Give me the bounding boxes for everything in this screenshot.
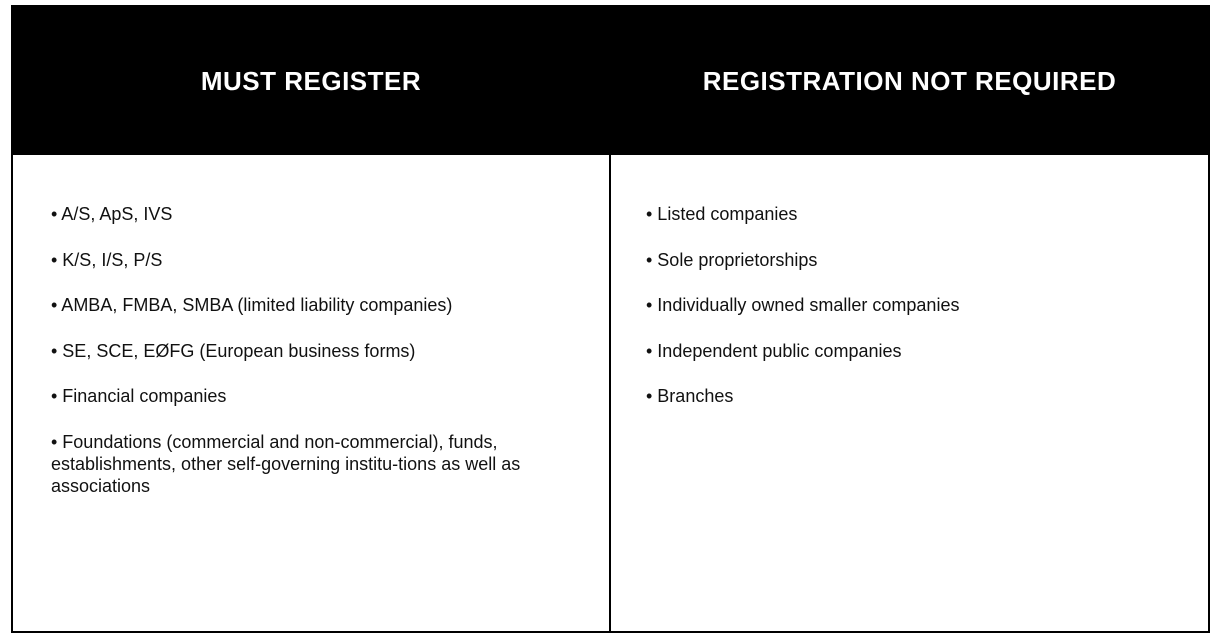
list-item: • AMBA, FMBA, SMBA (limited liability companies) <box>51 295 453 316</box>
list-item: • SE, SCE, EØFG (European business forms) <box>51 340 416 361</box>
registration-not-required-column <box>611 7 1208 631</box>
list-item: • K/S, I/S, P/S <box>51 249 163 270</box>
must-register-column <box>13 7 611 631</box>
column-header: MUST REGISTER <box>13 7 609 155</box>
column-header: REGISTRATION NOT REQUIRED <box>611 7 1208 155</box>
list-item: • Sole proprietorships <box>646 249 818 270</box>
item-list <box>51 203 569 497</box>
list-item: • Foundations (commercial and non-commercial), funds, establishments, other self-governing institu-tions as well as associations <box>51 431 521 496</box>
list-item: • Independent public companies <box>646 340 902 361</box>
item-list <box>646 203 1178 407</box>
list-item: • Branches <box>646 386 734 407</box>
column-body <box>611 155 1208 631</box>
list-item: • Financial companies <box>51 386 227 407</box>
list-item: • Individually owned smaller companies <box>646 295 960 316</box>
registration-table <box>11 5 1210 633</box>
column-body <box>13 155 609 631</box>
list-item: • Listed companies <box>646 204 798 224</box>
list-item: • A/S, ApS, IVS <box>51 204 173 224</box>
